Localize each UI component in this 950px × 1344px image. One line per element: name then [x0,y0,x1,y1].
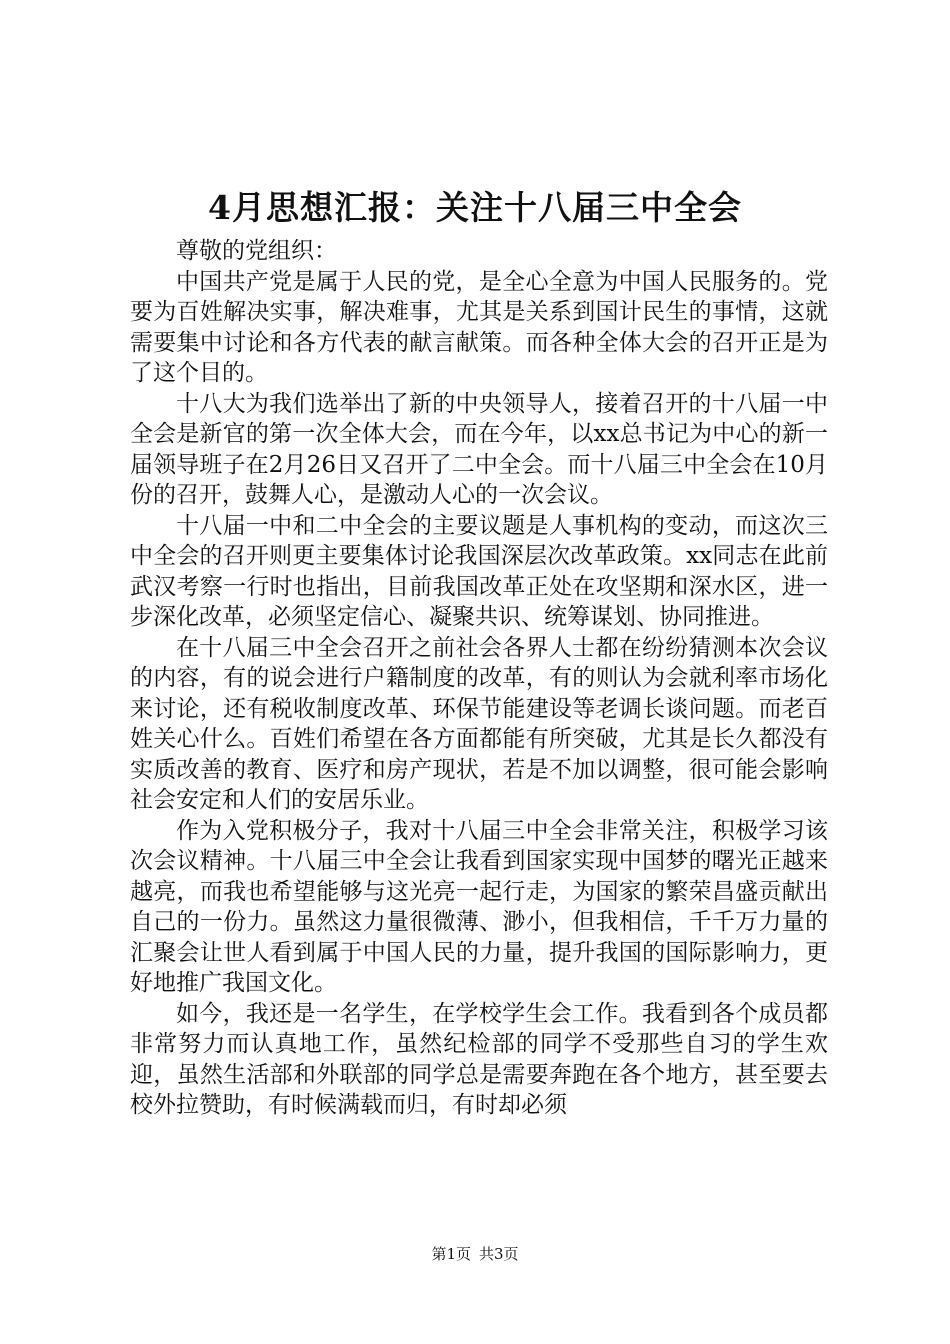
page-footer [0,1244,950,1264]
paragraph-5: 作为入党积极分子，我对十八届三中全会非常关注，积极学习该次会议精神。十八届三中全会让我看到国家实现中国梦的曙光正越来越亮，而我也希望能够与这光亮一起行走，为国家的繁荣昌盛贡献出自己的一份力。虽然这力量很微薄、渺小，但我相信，千千万力量的汇聚会让世人看到属于中国人民的力量，提升我国的国际影响力，更好地推广我国文化。 [130,817,828,996]
document-body [130,236,828,1121]
page-total: 共3页 [479,1245,519,1263]
paragraph-2: 十八大为我们选举出了新的中央领导人，接着召开的十八届一中全会是新官的第一次全体大会，而在今年，以xx总书记为中心的新一届领导班子在2月26日又召开了二中全会。而十八届三中全会在10月份的召开，鼓舞人心，是激动人心的一次会议。 [130,390,828,508]
paragraph-6: 如今，我还是一名学生，在学校学生会工作。我看到各个成员都非常努力而认真地工作，虽然纪检部的同学不受那些自习的学生欢迎，虽然生活部和外联部的同学总是需要奔跑在各个地方，甚至要去校外拉赞助，有时候满载而归，有时却必须 [130,1000,828,1118]
paragraph-3: 十八届一中和二中全会的主要议题是人事机构的变动，而这次三中全会的召开则更主要集体讨论我国深层次改革政策。xx同志在此前武汉考察一行时也指出，目前我国改革正处在攻坚期和深水区，进一步深化改革，必须坚定信心、凝聚共识、统筹谋划、协同推进。 [130,512,828,630]
document-title: 4月思想汇报：关注十八届三中全会 [208,188,742,227]
paragraph-4: 在十八届三中全会召开之前社会各界人士都在纷纷猜测本次会议的内容，有的说会进行户籍制度的改革，有的则认为会就利率市场化来讨论，还有税收制度改革、环保节能建设等老调长谈问题。而老百姓关心什么。百姓们希望在各方面都能有所突破，尤其是长久都没有实质改善的教育、医疗和房产现状，若是不加以调整，很可能会影响社会安定和人们的安居乐业。 [130,634,828,813]
page-number: 第1页 [431,1245,471,1263]
paragraph-1: 中国共产党是属于人民的党，是全心全意为中国人民服务的。党要为百姓解决实事，解决难事，尤其是关系到国计民生的事情，这就需要集中讨论和各方代表的献言献策。而各种全体大会的召开正是为了这个目的。 [130,268,828,386]
salutation: 尊敬的党组织： [176,238,337,264]
